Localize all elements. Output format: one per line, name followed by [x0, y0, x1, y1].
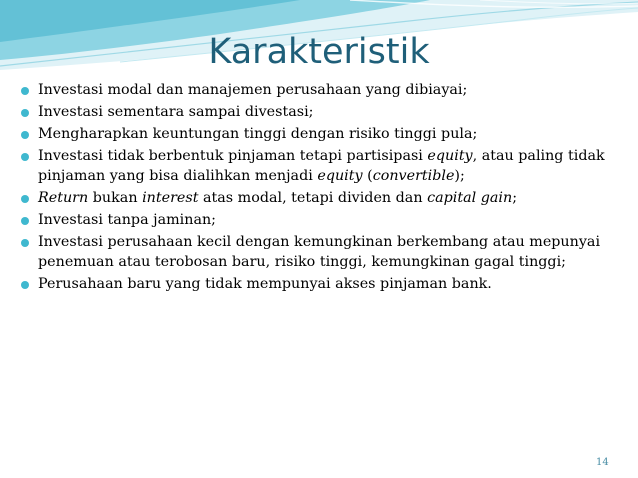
bullet-item	[20, 274, 620, 294]
bullet-item	[20, 124, 620, 144]
bullet-text	[38, 104, 313, 120]
bullet-text-segment: Investasi sementara sampai divestasi;	[38, 104, 314, 120]
bullet-text-segment: atas modal, tetapi dividen dan	[198, 190, 428, 206]
bullet-text	[38, 212, 216, 228]
bullet-dot-icon	[21, 281, 29, 289]
bullet-dot-icon	[21, 239, 29, 247]
bullet-text-segment: (	[362, 168, 373, 184]
bullet-list	[20, 80, 620, 296]
bullet-dot-icon	[21, 87, 29, 95]
bullet-item	[20, 146, 620, 186]
bullet-text-italic: interest	[142, 190, 199, 206]
bullet-text-segment: bukan	[88, 190, 143, 206]
bullet-text-segment: Mengharapkan keuntungan tinggi dengan risiko tinggi pula;	[38, 126, 478, 142]
bullet-text	[38, 148, 605, 184]
bullet-text-segment: , atau paling tidak pinjaman yang bisa dialihkan menjadi	[38, 148, 605, 184]
bullet-item	[20, 232, 620, 272]
bullet-text	[38, 190, 517, 206]
bullet-dot-icon	[21, 217, 29, 225]
slide-title: Karakteristik	[208, 32, 430, 72]
bullet-text-segment: );	[454, 168, 465, 184]
bullet-text-italic: equity	[427, 148, 473, 164]
bullet-text-segment: Investasi modal dan manajemen perusahaan yang dibiayai;	[38, 82, 468, 98]
bullet-text	[38, 276, 492, 292]
bullet-text-segment: Investasi perusahaan kecil dengan kemungkinan berkembang atau mepunyai penemuan atau terobosan baru, risiko tinggi, kemungkinan gagal tinggi;	[38, 234, 601, 270]
bullet-text-italic: capital gain	[427, 190, 513, 206]
bullet-text-italic: Return	[38, 190, 89, 206]
page-number: 14	[596, 457, 609, 468]
bullet-item	[20, 188, 620, 208]
bullet-item	[20, 210, 620, 230]
bullet-text	[38, 82, 467, 98]
bullet-text-segment: Perusahaan baru yang tidak mempunyai akses pinjaman bank.	[38, 276, 492, 292]
bullet-item	[20, 102, 620, 122]
bullet-text-segment: Investasi tanpa jaminan;	[38, 212, 216, 228]
bullet-dot-icon	[21, 131, 29, 139]
bullet-dot-icon	[21, 195, 29, 203]
bullet-text-segment: Investasi tidak berbentuk pinjaman tetapi partisipasi	[38, 148, 428, 164]
bullet-item	[20, 80, 620, 100]
bullet-text-segment: ;	[512, 190, 518, 206]
bullet-text-italic: convertible	[372, 168, 455, 184]
bullet-text-italic: equity	[317, 168, 363, 184]
bullet-text	[38, 234, 600, 270]
bullet-dot-icon	[21, 153, 29, 161]
bullet-text	[38, 126, 477, 142]
bullet-dot-icon	[21, 109, 29, 117]
